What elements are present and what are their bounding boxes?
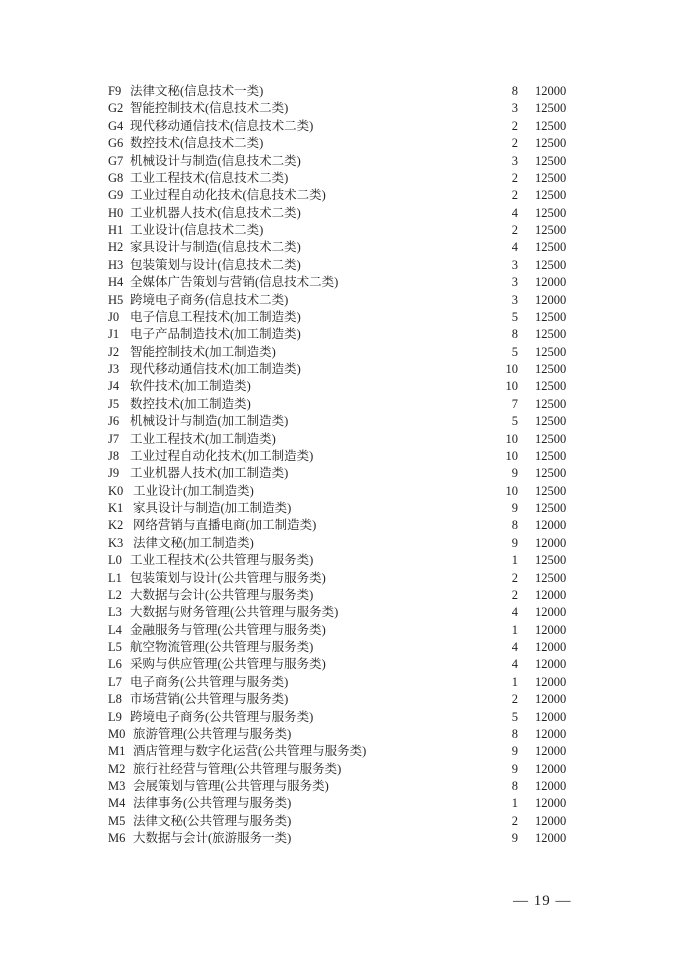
tuition-fee: 12000: [535, 84, 567, 98]
major-code: L0: [108, 553, 122, 568]
enrollment-count: 8: [511, 518, 518, 533]
enrollment-count: 3: [511, 292, 518, 307]
enrollment-count: 8: [511, 327, 518, 342]
table-row: [108, 761, 568, 778]
major-code: K1: [108, 501, 124, 515]
major-name: 法律事务(公共管理与服务类): [133, 796, 292, 811]
tuition-fee: 12000: [535, 726, 567, 741]
table-row: [108, 743, 568, 760]
enrollment-count: 9: [511, 831, 518, 846]
major-name: 智能控制技术(信息技术二类): [130, 101, 289, 116]
major-code: L7: [108, 674, 122, 689]
tuition-fee: 12500: [535, 362, 567, 376]
table-row: [108, 483, 568, 500]
enrollment-count: 9: [511, 535, 518, 550]
table-row: [108, 500, 568, 517]
table-row: [108, 535, 568, 552]
major-name: 电子商务(公共管理与服务类): [130, 674, 289, 689]
table-row: [108, 118, 568, 135]
enrollment-count: 3: [511, 275, 518, 290]
major-code: H0: [108, 205, 124, 220]
major-name: 法律文秘(公共管理与服务类): [133, 813, 292, 828]
table-row: [108, 309, 568, 326]
major-list: [108, 83, 568, 848]
page-number: — 19 —: [513, 893, 572, 909]
enrollment-count: 1: [511, 553, 518, 568]
tuition-fee: 12500: [535, 153, 567, 168]
table-row: [108, 674, 568, 691]
tuition-fee: 12000: [535, 275, 567, 290]
enrollment-count: 5: [511, 709, 518, 724]
table-row: [108, 778, 568, 795]
enrollment-count: 1: [511, 674, 518, 689]
table-row: [108, 552, 568, 569]
table-row: [108, 448, 568, 465]
table-row: [108, 361, 568, 378]
table-row: [108, 830, 568, 847]
enrollment-count: 2: [511, 136, 518, 151]
major-name: 跨境电子商务(信息技术二类): [130, 292, 289, 307]
major-code: L3: [108, 605, 122, 620]
table-row: [108, 378, 568, 395]
enrollment-count: 2: [511, 813, 518, 828]
table-row: [108, 344, 568, 361]
major-name: 工业机器人技术(信息技术二类): [130, 205, 301, 220]
tuition-fee: 12500: [535, 101, 567, 116]
enrollment-count: 3: [511, 153, 518, 168]
enrollment-count: 4: [511, 605, 518, 620]
major-name: 机械设计与制造(信息技术二类): [130, 153, 301, 168]
tuition-fee: 12500: [535, 501, 567, 515]
major-code: L5: [108, 640, 122, 654]
major-name: 数控技术(加工制造类): [130, 396, 251, 411]
tuition-fee: 12500: [535, 483, 567, 498]
major-name: 网络营销与直播电商(加工制造类): [133, 518, 317, 533]
table-row: [108, 709, 568, 726]
major-name: 旅行社经营与管理(公共管理与服务类): [133, 761, 342, 776]
major-name: 会展策划与管理(公共管理与服务类): [133, 779, 329, 793]
enrollment-count: 10: [505, 483, 518, 498]
table-row: [108, 622, 568, 639]
enrollment-count: 10: [505, 362, 518, 376]
enrollment-count: 3: [511, 257, 518, 272]
major-name: 家具设计与制造(加工制造类): [133, 501, 292, 515]
major-code: M4: [108, 796, 126, 811]
enrollment-count: 2: [511, 170, 518, 185]
major-code: J2: [108, 344, 120, 359]
table-row: [108, 691, 568, 708]
major-code: G6: [108, 136, 124, 151]
major-code: G8: [108, 170, 124, 185]
major-code: M0: [108, 726, 126, 741]
tuition-fee: 12500: [535, 136, 567, 151]
major-code: J4: [108, 379, 120, 394]
major-name: 法律文秘(信息技术一类): [130, 84, 264, 98]
major-name: 工业工程技术(信息技术二类): [130, 170, 289, 185]
tuition-fee: 12500: [535, 188, 567, 203]
enrollment-count: 9: [511, 761, 518, 776]
tuition-fee: 12000: [535, 709, 567, 724]
major-name: 金融服务与管理(公共管理与服务类): [130, 622, 326, 637]
tuition-fee: 12500: [535, 223, 567, 237]
major-code: F9: [108, 84, 122, 98]
major-name: 采购与供应管理(公共管理与服务类): [130, 657, 326, 672]
tuition-fee: 12500: [535, 118, 567, 133]
major-name: 工业过程自动化技术(加工制造类): [130, 448, 314, 463]
major-code: H4: [108, 275, 124, 290]
tuition-fee: 12000: [535, 796, 567, 811]
table-row: [108, 100, 568, 117]
tuition-fee: 12500: [535, 553, 567, 568]
major-code: L2: [108, 587, 122, 602]
major-name: 软件技术(加工制造类): [130, 379, 251, 394]
enrollment-count: 9: [511, 466, 518, 481]
major-name: 数控技术(信息技术二类): [130, 136, 264, 151]
enrollment-count: 10: [505, 448, 518, 463]
table-row: [108, 517, 568, 534]
major-name: 现代移动通信技术(加工制造类): [130, 362, 301, 376]
major-name: 工业设计(信息技术二类): [130, 223, 264, 237]
major-code: K2: [108, 518, 124, 533]
major-name: 航空物流管理(公共管理与服务类): [130, 640, 314, 654]
major-name: 机械设计与制造(加工制造类): [130, 414, 289, 429]
major-code: J9: [108, 466, 120, 481]
major-name: 现代移动通信技术(信息技术二类): [130, 118, 314, 133]
tuition-fee: 12500: [535, 466, 567, 481]
major-code: H5: [108, 292, 124, 307]
major-code: K0: [108, 483, 124, 498]
tuition-fee: 12500: [535, 170, 567, 185]
tuition-fee: 12500: [535, 414, 567, 429]
table-row: [108, 170, 568, 187]
major-code: J6: [108, 414, 120, 429]
major-code: L9: [108, 709, 122, 724]
major-name: 法律文秘(加工制造类): [133, 535, 254, 550]
table-row: [108, 292, 568, 309]
tuition-fee: 12000: [535, 744, 567, 759]
enrollment-count: 8: [511, 779, 518, 793]
tuition-fee: 12000: [535, 692, 567, 707]
enrollment-count: 8: [511, 726, 518, 741]
tuition-fee: 12500: [535, 431, 567, 446]
major-code: J8: [108, 448, 120, 463]
table-row: [108, 326, 568, 343]
major-name: 工业过程自动化技术(信息技术二类): [130, 188, 326, 203]
tuition-fee: 12500: [535, 396, 567, 411]
table-row: [108, 726, 568, 743]
enrollment-count: 2: [511, 692, 518, 707]
major-name: 酒店管理与数字化运营(公共管理与服务类): [133, 744, 367, 759]
major-name: 工业机器人技术(加工制造类): [130, 466, 289, 481]
tuition-fee: 12000: [535, 535, 567, 550]
tuition-fee: 12000: [535, 831, 567, 846]
major-code: J1: [108, 327, 120, 342]
tuition-fee: 12000: [535, 622, 567, 637]
table-row: [108, 187, 568, 204]
enrollment-count: 3: [511, 101, 518, 116]
major-code: H1: [108, 223, 124, 237]
table-row: [108, 222, 568, 239]
tuition-fee: 12500: [535, 344, 567, 359]
major-code: J0: [108, 309, 120, 324]
enrollment-count: 8: [511, 84, 518, 98]
major-name: 包装策划与设计(公共管理与服务类): [130, 570, 326, 585]
enrollment-count: 4: [511, 205, 518, 220]
table-row: [108, 396, 568, 413]
enrollment-count: 4: [511, 657, 518, 672]
major-code: L8: [108, 692, 122, 707]
major-name: 大数据与会计(公共管理与服务类): [130, 587, 314, 602]
table-row: [108, 795, 568, 812]
tuition-fee: 12500: [535, 448, 567, 463]
tuition-fee: 12000: [535, 657, 567, 672]
major-name: 工业设计(加工制造类): [133, 483, 254, 498]
major-code: G7: [108, 153, 124, 168]
table-row: [108, 639, 568, 656]
tuition-fee: 12000: [535, 292, 567, 307]
enrollment-count: 9: [511, 501, 518, 515]
major-name: 电子信息工程技术(加工制造类): [130, 309, 301, 324]
tuition-fee: 12500: [535, 327, 567, 342]
major-name: 大数据与财务管理(公共管理与服务类): [130, 605, 339, 620]
table-row: [108, 604, 568, 621]
major-code: L4: [108, 622, 122, 637]
enrollment-count: 2: [511, 223, 518, 237]
enrollment-count: 2: [511, 118, 518, 133]
enrollment-count: 10: [505, 379, 518, 394]
enrollment-count: 2: [511, 570, 518, 585]
table-row: [108, 153, 568, 170]
table-row: [108, 465, 568, 482]
table-row: [108, 431, 568, 448]
tuition-fee: 12500: [535, 309, 567, 324]
enrollment-count: 5: [511, 309, 518, 324]
enrollment-count: 2: [511, 188, 518, 203]
tuition-fee: 12000: [535, 640, 567, 654]
major-name: 跨境电子商务(公共管理与服务类): [130, 709, 314, 724]
major-name: 家具设计与制造(信息技术二类): [130, 240, 301, 255]
major-code: M6: [108, 831, 126, 846]
major-name: 智能控制技术(加工制造类): [130, 344, 276, 359]
major-name: 旅游管理(公共管理与服务类): [133, 726, 292, 741]
major-code: G4: [108, 118, 124, 133]
tuition-fee: 12000: [535, 813, 567, 828]
enrollment-count: 5: [511, 344, 518, 359]
table-row: [108, 257, 568, 274]
major-name: 全媒体广告策划与营销(信息技术二类): [130, 275, 339, 290]
tuition-fee: 12500: [535, 240, 567, 255]
tuition-fee: 12000: [535, 605, 567, 620]
tuition-fee: 12000: [535, 674, 567, 689]
tuition-fee: 12000: [535, 587, 567, 602]
major-name: 包装策划与设计(信息技术二类): [130, 257, 301, 272]
enrollment-count: 1: [511, 622, 518, 637]
tuition-fee: 12000: [535, 518, 567, 533]
tuition-fee: 12500: [535, 257, 567, 272]
major-name: 工业工程技术(加工制造类): [130, 431, 276, 446]
major-name: 大数据与会计(旅游服务一类): [133, 831, 292, 846]
table-row: [108, 413, 568, 430]
major-code: J3: [108, 362, 120, 376]
major-code: G9: [108, 188, 124, 203]
tuition-fee: 12500: [535, 205, 567, 220]
major-code: M2: [108, 761, 126, 776]
table-row: [108, 239, 568, 256]
enrollment-count: 10: [505, 431, 518, 446]
tuition-fee: 12000: [535, 761, 567, 776]
tuition-fee: 12500: [535, 379, 567, 394]
enrollment-count: 4: [511, 640, 518, 654]
enrollment-count: 1: [511, 796, 518, 811]
table-row: [108, 656, 568, 673]
major-code: H3: [108, 257, 124, 272]
major-code: M5: [108, 813, 126, 828]
tuition-fee: 12500: [535, 570, 567, 585]
table-row: [108, 135, 568, 152]
major-code: M3: [108, 779, 126, 793]
major-code: J5: [108, 396, 120, 411]
table-row: [108, 570, 568, 587]
table-row: [108, 83, 568, 100]
major-name: 电子产品制造技术(加工制造类): [130, 327, 301, 342]
major-code: K3: [108, 535, 124, 550]
major-code: L6: [108, 657, 122, 672]
table-row: [108, 205, 568, 222]
major-name: 工业工程技术(公共管理与服务类): [130, 553, 314, 568]
major-code: H2: [108, 240, 124, 255]
enrollment-count: 5: [511, 414, 518, 429]
major-code: L1: [108, 570, 122, 585]
table-row: [108, 587, 568, 604]
enrollment-count: 7: [511, 396, 518, 411]
major-code: M1: [108, 744, 126, 759]
table-row: [108, 274, 568, 291]
enrollment-count: 9: [511, 744, 518, 759]
tuition-fee: 12000: [535, 779, 567, 793]
enrollment-count: 2: [511, 587, 518, 602]
enrollment-count: 4: [511, 240, 518, 255]
major-name: 市场营销(公共管理与服务类): [130, 692, 289, 707]
major-code: G2: [108, 101, 124, 116]
major-code: J7: [108, 431, 120, 446]
table-row: [108, 813, 568, 830]
